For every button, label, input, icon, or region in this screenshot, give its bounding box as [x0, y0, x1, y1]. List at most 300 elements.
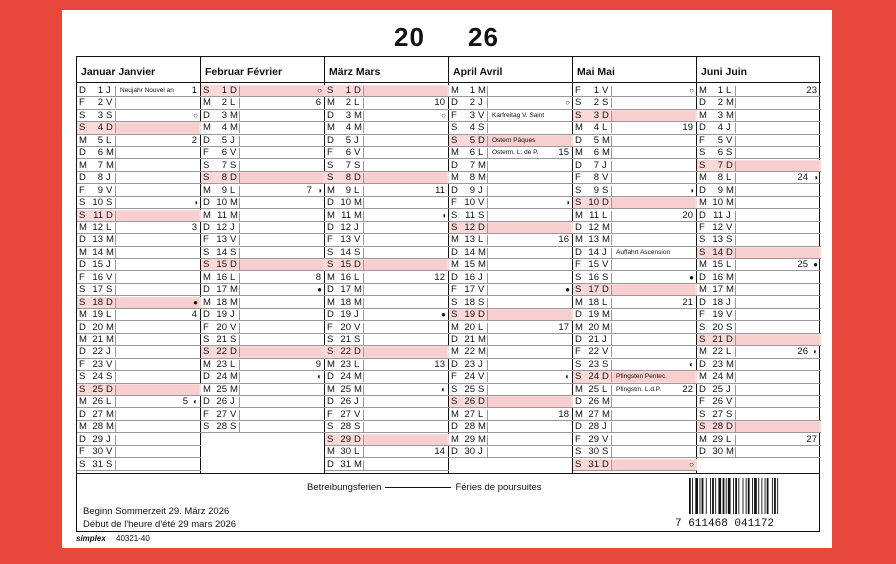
weekday-de: S [699, 334, 706, 345]
weekday-fr: S [230, 246, 237, 258]
day-number: 22 [712, 346, 723, 358]
day-row [697, 110, 821, 122]
note-box [487, 223, 571, 233]
note-box [115, 372, 199, 382]
day-number: 26 [92, 396, 103, 408]
day-row [77, 396, 201, 408]
day-row [697, 210, 821, 222]
weekday-fr: S [106, 197, 113, 209]
weekday-fr: D [354, 346, 361, 358]
day-number: 23 [216, 358, 227, 370]
day-row [325, 172, 449, 184]
weekday-de: S [203, 334, 210, 345]
day-row [201, 284, 325, 296]
weekday-de: D [79, 321, 86, 333]
day-number: 21 [216, 334, 227, 345]
note-box [611, 323, 695, 333]
day-number: 3 [221, 109, 227, 121]
day-row [449, 135, 573, 147]
weekday-fr: M [106, 147, 114, 159]
weekday-fr: J [230, 134, 235, 146]
weekday-fr: M [106, 246, 114, 258]
weekday-de: D [327, 109, 334, 121]
weekday-fr: S [230, 159, 237, 171]
barcode-bar [735, 478, 737, 514]
day-row [449, 434, 573, 446]
day-number: 14 [92, 246, 103, 258]
note-box [239, 335, 323, 345]
note-box [735, 248, 819, 258]
day-row [697, 247, 821, 259]
moon-phase-icon: ○ [689, 86, 694, 95]
day-row [77, 160, 201, 172]
day-row [697, 384, 821, 396]
day-number: 25 [712, 383, 723, 395]
note-box [115, 161, 199, 171]
barcode-bar [772, 478, 773, 514]
day-row [697, 446, 821, 458]
weekday-de: S [203, 159, 210, 171]
weekday-de: D [575, 309, 582, 321]
day-row [201, 334, 325, 346]
weekday-fr: M [106, 159, 114, 171]
day-number: 17 [464, 284, 475, 296]
note-box [363, 223, 447, 233]
day-number: 18 [92, 296, 103, 308]
note-box [115, 460, 199, 470]
day-row [697, 359, 821, 371]
weekday-fr: S [478, 122, 485, 134]
barcode-bar [777, 478, 778, 514]
barcode-bar [728, 478, 731, 514]
weekday-de: M [203, 271, 211, 283]
weekday-fr: M [602, 321, 610, 333]
weekday-fr: L [726, 346, 732, 358]
holiday-label: Pfingsten Pentec. [616, 373, 667, 381]
weekday-de: D [451, 421, 458, 433]
weekday-de: S [575, 109, 582, 121]
day-row [77, 172, 201, 184]
note-box [115, 235, 199, 245]
weekday-de: D [327, 371, 334, 383]
note-box [363, 86, 447, 96]
weekday-de: S [203, 246, 210, 258]
day-number: 14 [216, 246, 227, 258]
day-row [325, 309, 449, 321]
note-box [239, 248, 323, 258]
day-row [77, 234, 201, 246]
weekday-fr: D [602, 197, 609, 209]
day-number: 16 [216, 271, 227, 283]
note-box [363, 435, 447, 445]
weekday-fr: L [602, 296, 608, 308]
weekday-fr: M [726, 109, 734, 121]
note-box [239, 397, 323, 407]
note-box [239, 111, 323, 121]
weekday-fr: D [106, 383, 113, 395]
day-number: 10 [712, 197, 723, 209]
brand-logo: simplex [76, 534, 106, 543]
day-row [325, 110, 449, 122]
day-row [573, 272, 697, 284]
weekday-fr: J [478, 271, 483, 283]
weekday-de: M [203, 122, 211, 134]
weekday-fr: J [106, 346, 111, 358]
weekday-fr: M [478, 433, 486, 445]
week-number: 3 [191, 221, 197, 233]
weekday-de: D [203, 371, 210, 383]
note-box [611, 98, 695, 108]
day-row [449, 222, 573, 234]
day-row [201, 172, 325, 184]
note-box [735, 111, 819, 121]
month-name: Juni Juin [697, 57, 821, 83]
weekday-de: M [575, 383, 583, 395]
day-number: 31 [588, 458, 599, 470]
day-row [201, 185, 325, 197]
day-row [449, 160, 573, 172]
day-number: 2 [717, 97, 723, 109]
day-number: 21 [464, 334, 475, 345]
weekday-fr: M [478, 334, 486, 345]
day-row [573, 359, 697, 371]
day-number: 3 [717, 109, 723, 121]
weekday-de: F [327, 147, 333, 159]
weekday-fr: J [354, 309, 359, 321]
note-box [363, 397, 447, 407]
weekday-de: D [451, 97, 458, 109]
weekday-de: M [451, 85, 459, 96]
weekday-fr: S [106, 284, 113, 296]
weekday-de: M [699, 346, 707, 358]
day-number: 28 [588, 421, 599, 433]
calendar-footer [76, 474, 820, 532]
legend-line [385, 487, 451, 488]
day-number: 25 [92, 383, 103, 395]
moon-phase-icon: ◑ [441, 210, 446, 220]
note-box [487, 198, 571, 208]
day-row [573, 459, 697, 471]
weekday-fr: V [602, 259, 609, 271]
note-box [611, 260, 695, 270]
day-row [201, 110, 325, 122]
weekday-fr: M [602, 221, 610, 233]
note-box [239, 260, 323, 270]
weekday-de: D [327, 309, 334, 321]
day-row [573, 259, 697, 271]
weekday-de: D [451, 446, 458, 458]
weekday-fr: V [354, 234, 361, 246]
weekday-fr: D [106, 122, 113, 134]
note-box [487, 335, 571, 345]
day-number: 24 [712, 371, 723, 383]
day-row [201, 160, 325, 172]
weekday-fr: M [726, 184, 734, 196]
weekday-de: F [203, 408, 209, 420]
week-number: 2 [191, 134, 197, 146]
weekday-fr: L [230, 184, 236, 196]
weekday-fr: L [726, 433, 732, 445]
weekday-fr: D [230, 172, 237, 184]
weekday-de: F [203, 321, 209, 333]
day-row [77, 446, 201, 458]
moon-phase-icon: ◐ [317, 372, 322, 382]
day-number: 28 [216, 421, 227, 433]
day-row [697, 97, 821, 109]
month-column [449, 57, 573, 474]
day-number: 13 [588, 234, 599, 246]
day-number: 22 [92, 346, 103, 358]
weekday-de: S [203, 259, 210, 271]
day-number: 13 [340, 234, 351, 246]
day-row [325, 259, 449, 271]
day-row [77, 97, 201, 109]
day-row [201, 272, 325, 284]
day-number: 8 [593, 172, 599, 184]
weekday-de: S [79, 458, 86, 470]
day-row [77, 85, 201, 97]
day-row [449, 322, 573, 334]
weekday-de: S [79, 209, 86, 221]
weekday-fr: S [726, 321, 733, 333]
day-number: 12 [712, 221, 723, 233]
day-number: 13 [464, 234, 475, 246]
month-column [77, 57, 201, 474]
day-row [325, 446, 449, 458]
weekday-fr: V [106, 97, 113, 109]
weekday-fr: L [354, 271, 360, 283]
weekday-fr: D [230, 85, 237, 96]
weekday-de: D [203, 284, 210, 296]
day-row [449, 122, 573, 134]
weekday-de: M [575, 296, 583, 308]
day-row [77, 334, 201, 346]
day-row [325, 222, 449, 234]
day-row [573, 172, 697, 184]
weekday-fr: V [602, 346, 609, 358]
note-box [487, 211, 571, 221]
day-row [325, 185, 449, 197]
note-box [487, 186, 571, 196]
day-number: 16 [92, 271, 103, 283]
barcode-bar [738, 478, 739, 514]
weekday-fr: D [354, 259, 361, 271]
holiday-label: Neujahr Nouvel an [120, 87, 174, 94]
weekday-fr: J [106, 433, 111, 445]
moon-phase-icon: ◐ [193, 397, 198, 407]
day-row [325, 247, 449, 259]
note-box [239, 123, 323, 133]
weekday-fr: J [230, 309, 235, 321]
day-number: 16 [588, 271, 599, 283]
note-box [487, 397, 571, 407]
day-number: 13 [712, 234, 723, 246]
weekday-fr: M [478, 159, 486, 171]
weekday-de: M [575, 209, 583, 221]
weekday-de: S [451, 396, 458, 408]
day-number: 18 [464, 296, 475, 308]
weekday-fr: D [354, 172, 361, 184]
weekday-fr: J [354, 396, 359, 408]
note-box [115, 385, 199, 395]
day-row [449, 85, 573, 97]
weekday-de: M [451, 321, 459, 333]
day-number: 19 [340, 309, 351, 321]
product-code: 40321-40 [116, 534, 150, 543]
note-box [487, 260, 571, 270]
day-row [201, 259, 325, 271]
moon-phase-icon: ● [317, 285, 322, 295]
weekday-de: F [327, 234, 333, 246]
note-box [735, 372, 819, 382]
day-row [325, 197, 449, 209]
day-row [449, 97, 573, 109]
day-number: 21 [588, 334, 599, 345]
weekday-fr: D [478, 396, 485, 408]
day-number: 4 [593, 122, 599, 134]
holiday-label: Osterm. L. de P. [492, 149, 539, 157]
day-number: 4 [717, 122, 723, 134]
day-row [201, 421, 325, 433]
day-number: 9 [593, 184, 599, 196]
weekday-de: M [699, 172, 707, 184]
day-row [573, 334, 697, 346]
weekday-de: D [575, 221, 582, 233]
day-row [573, 160, 697, 172]
day-number: 12 [92, 221, 103, 233]
day-row [573, 434, 697, 446]
day-row [77, 197, 201, 209]
weekday-fr: V [602, 85, 609, 96]
barcode-bar [765, 478, 766, 514]
weekday-de: M [575, 147, 583, 159]
day-row [573, 222, 697, 234]
weekday-de: M [699, 433, 707, 445]
weekday-fr: D [106, 209, 113, 221]
weekday-fr: V [106, 446, 113, 458]
weekday-fr: S [602, 97, 609, 109]
weekday-de: M [79, 246, 87, 258]
weekday-fr: J [354, 221, 359, 233]
note-box [363, 136, 447, 146]
weekday-de: M [327, 209, 335, 221]
day-row [201, 297, 325, 309]
note-box [115, 198, 199, 208]
note-box [115, 223, 199, 233]
day-row [201, 210, 325, 222]
day-number: 8 [469, 172, 475, 184]
weekday-fr: V [354, 321, 361, 333]
note-box [239, 298, 323, 308]
weekday-de: S [327, 334, 334, 345]
note-box [115, 186, 199, 196]
weekday-fr: M [230, 284, 238, 296]
weekday-de: S [451, 134, 458, 146]
note-box [611, 161, 695, 171]
day-number: 20 [92, 321, 103, 333]
barcode-bar [706, 478, 707, 514]
day-number: 5 [345, 134, 351, 146]
day-number: 4 [469, 122, 475, 134]
weekday-de: S [203, 421, 210, 433]
barcode [687, 478, 815, 516]
day-number: 27 [712, 408, 723, 420]
day-number: 7 [345, 159, 351, 171]
weekday-fr: M [106, 234, 114, 246]
weekday-de: S [79, 109, 86, 121]
weekday-fr: M [230, 371, 238, 383]
weekday-fr: M [726, 446, 734, 458]
day-row [77, 222, 201, 234]
day-number: 3 [593, 109, 599, 121]
note-box [487, 435, 571, 445]
weekday-fr: L [354, 184, 360, 196]
year-part-2: 26 [468, 22, 499, 52]
day-number: 23 [340, 358, 351, 370]
note-box [115, 98, 199, 108]
day-row [573, 85, 697, 97]
weekday-de: D [451, 358, 458, 370]
day-number: 10 [464, 197, 475, 209]
day-number: 12 [588, 221, 599, 233]
day-number: 10 [340, 197, 351, 209]
weekday-fr: D [478, 221, 485, 233]
day-row [697, 147, 821, 159]
moon-phase-icon: ○ [317, 86, 322, 95]
day-row [325, 459, 449, 471]
weekday-de: M [79, 334, 87, 345]
day-number: 1 [469, 85, 475, 96]
weekday-de: D [575, 334, 582, 345]
note-box [115, 347, 199, 357]
note-box [735, 397, 819, 407]
moon-phase-icon: ○ [565, 98, 570, 108]
week-number: 10 [434, 97, 445, 109]
note-box [611, 235, 695, 245]
weekday-de: S [575, 458, 582, 470]
weekday-fr: D [106, 296, 113, 308]
note-box [735, 323, 819, 333]
barcode-bar [743, 478, 744, 514]
weekday-de: S [327, 172, 334, 184]
weekday-fr: D [478, 309, 485, 321]
weekday-fr: M [354, 209, 362, 221]
note-box [611, 136, 695, 146]
day-row [449, 371, 573, 383]
note-box [239, 347, 323, 357]
month-column [325, 57, 449, 474]
weekday-de: F [575, 433, 581, 445]
day-number: 3 [345, 109, 351, 121]
weekday-fr: M [478, 172, 486, 184]
note-box [363, 410, 447, 420]
day-row [201, 247, 325, 259]
day-row [325, 122, 449, 134]
weekday-fr: J [726, 209, 731, 221]
day-row [325, 421, 449, 433]
weekday-fr: M [106, 321, 114, 333]
weekday-de: D [699, 383, 706, 395]
day-number: 30 [340, 446, 351, 458]
barcode-bar [774, 478, 776, 514]
note-box [611, 173, 695, 183]
day-number: 6 [221, 147, 227, 159]
day-row [325, 160, 449, 172]
weekday-fr: M [354, 109, 362, 121]
weekday-fr: V [230, 147, 237, 159]
moon-phase-icon: ● [689, 272, 694, 282]
day-row [573, 110, 697, 122]
